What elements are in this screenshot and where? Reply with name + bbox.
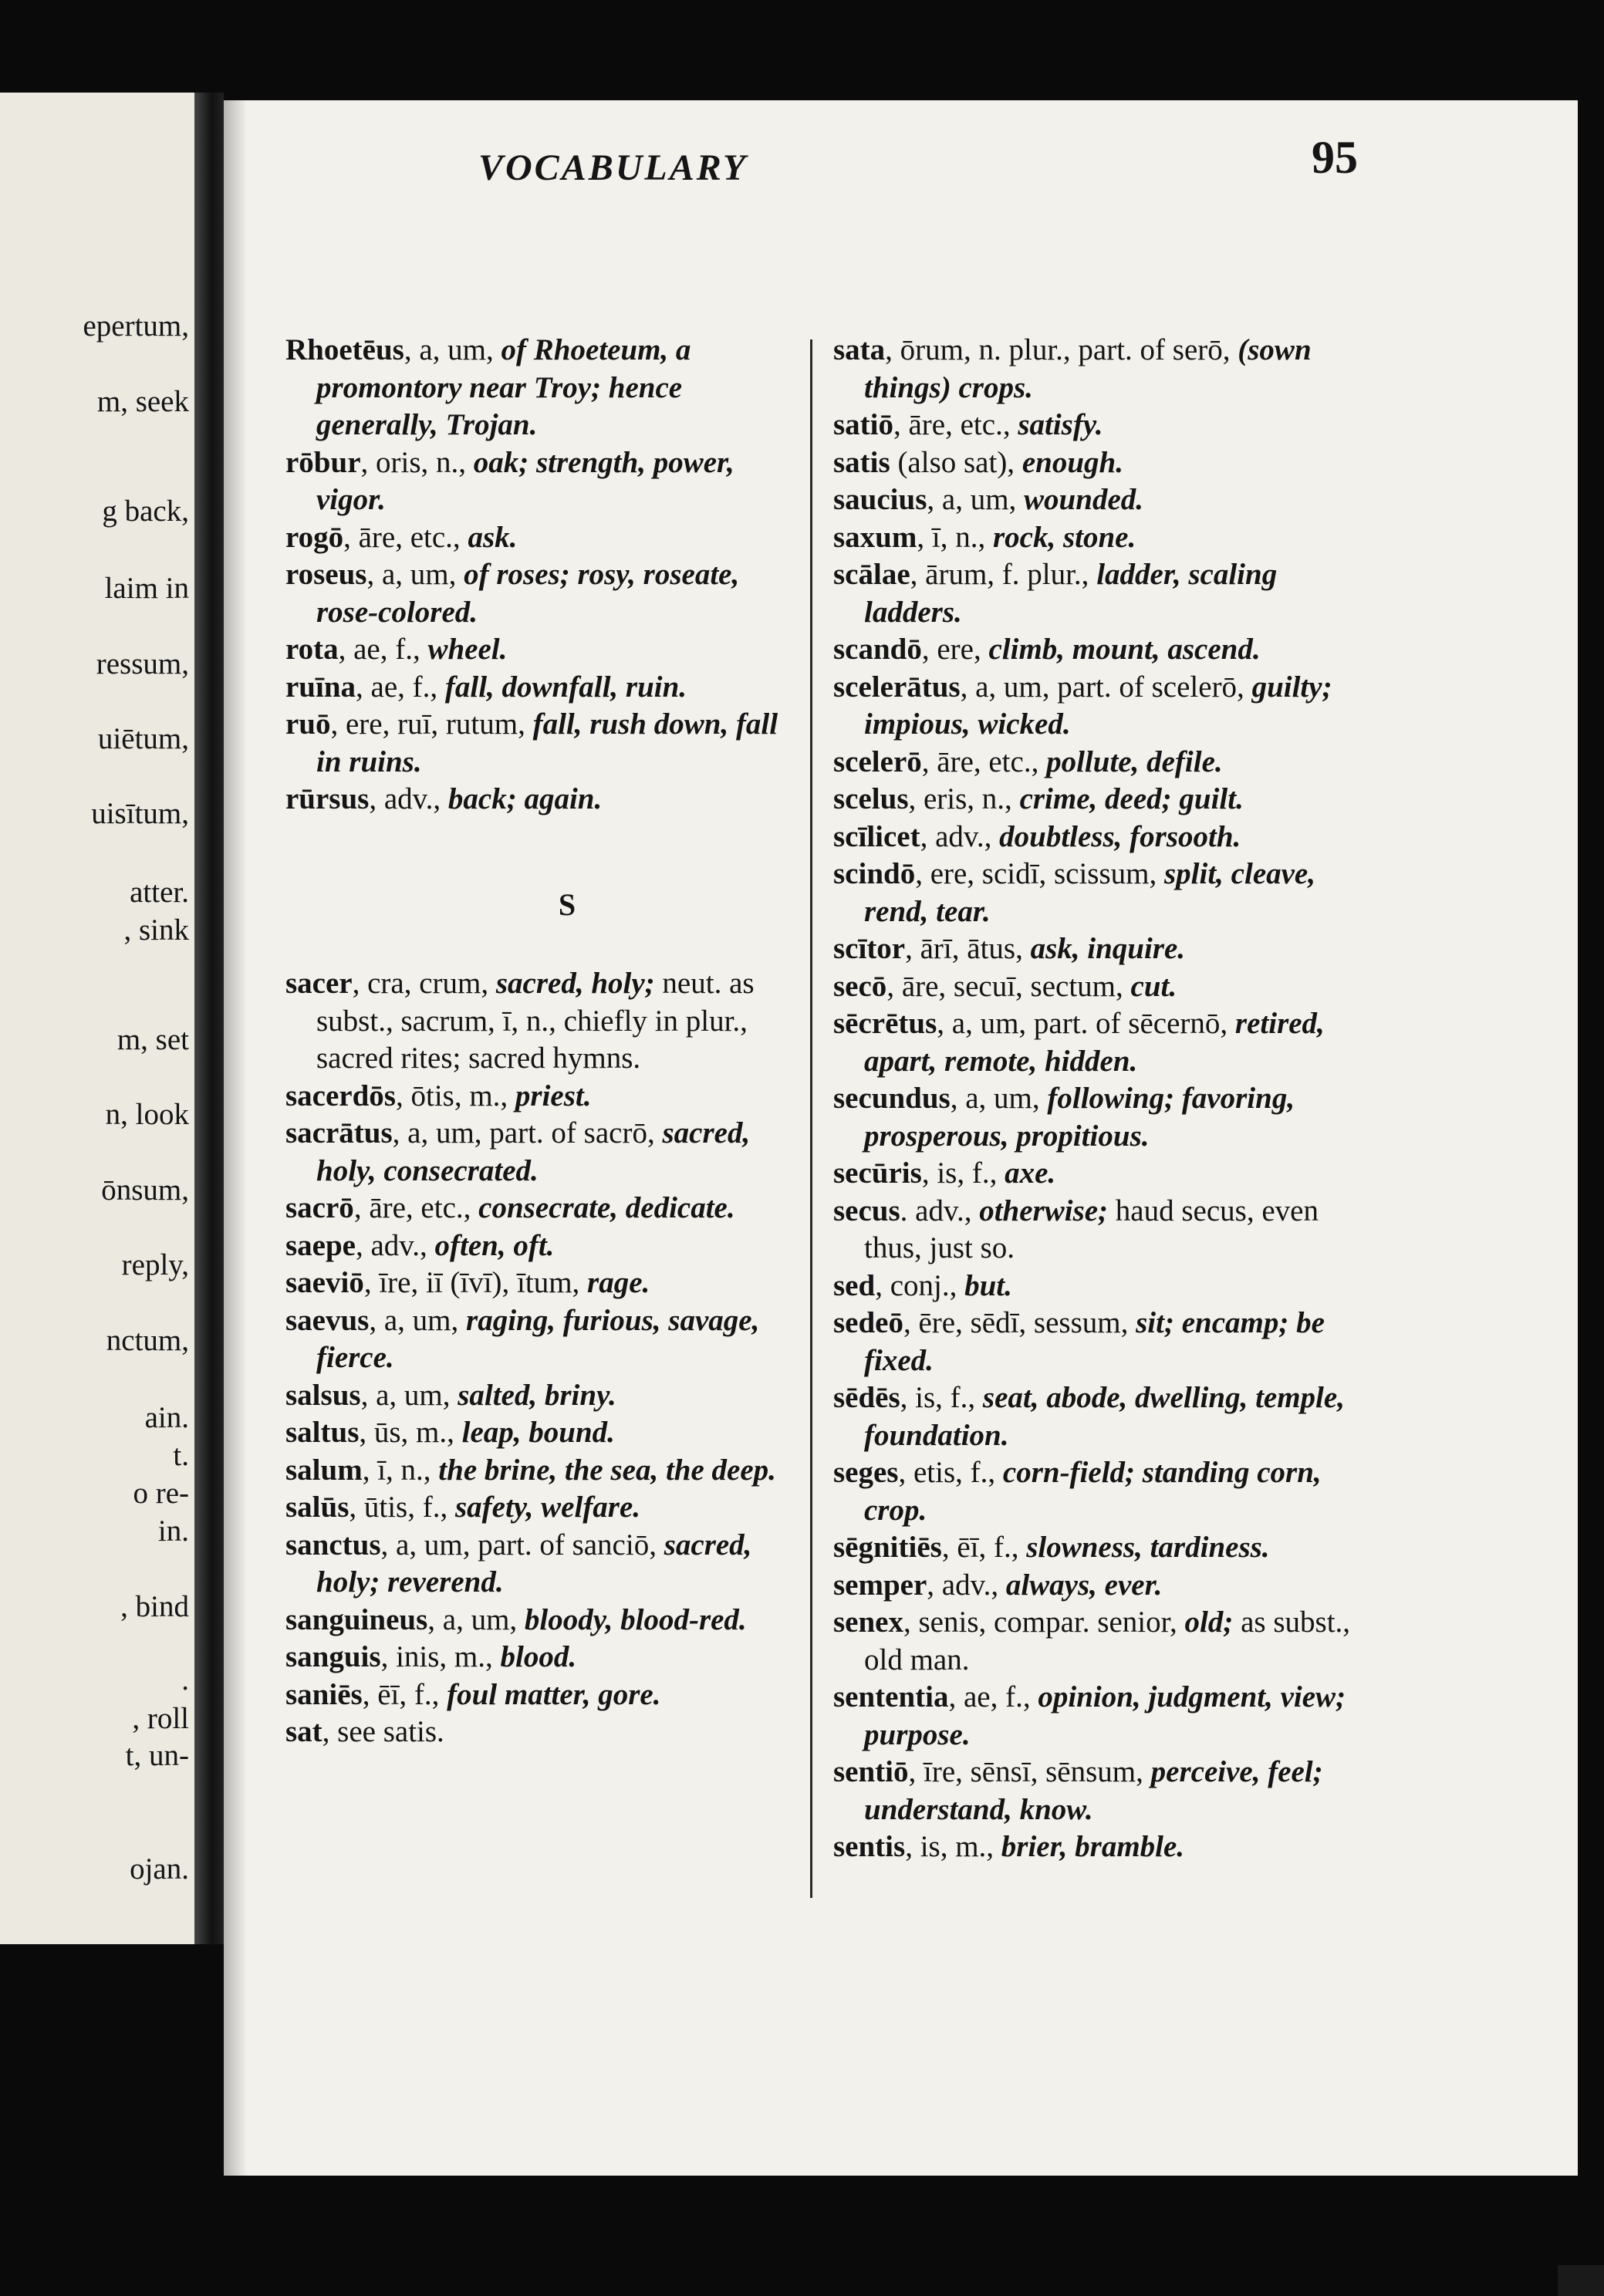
grammar: , āre, etc., [921,745,1047,778]
headword: sanguis [285,1640,381,1673]
dictionary-entry [285,444,795,519]
dictionary-entry [833,1193,1358,1268]
headword: salum [285,1453,363,1487]
headword: sacrō [285,1191,354,1224]
grammar: , a, um, [369,1303,467,1337]
headword: saucius [833,483,927,516]
headword: sēgnitiēs [833,1531,942,1564]
dictionary-entry [833,930,1358,968]
headword: rogō [285,520,344,554]
dictionary-entry [833,669,1358,744]
entry-extra: as subst., old man. [864,1606,1351,1676]
dictionary-entry [833,1080,1358,1155]
dictionary-entry [833,968,1358,1006]
grammar: , cra, crum, [352,967,496,1000]
headword: sēdēs [833,1381,900,1414]
grammar: , īre, iī (īvī), ītum, [363,1266,588,1299]
grammar: , senis, compar. senior, [903,1606,1185,1639]
headword: secundus [833,1082,951,1115]
headword: secus [833,1194,900,1227]
dictionary-entry [285,1714,795,1751]
headword: scindō [833,857,916,890]
definition: wounded. [1024,483,1143,516]
dictionary-entry [833,1155,1358,1193]
headword: saepe [285,1228,356,1262]
headword: salsus [285,1378,361,1412]
headword: senex [833,1606,903,1639]
facing-page-line: , roll [132,1702,189,1735]
grammar: , a, um, part. of sēcernō, [937,1007,1235,1040]
section-letter: S [558,886,576,922]
dictionary-entry [833,1754,1358,1828]
dictionary-entry [285,1527,795,1602]
entry-extra: haud secus, even thus, just so. [864,1194,1319,1264]
definition: retired, apart, remote, hidden. [864,1007,1325,1078]
dictionary-entry [833,819,1358,856]
grammar: , a, um, part. of sanciō, [380,1528,664,1562]
headword: secūris [833,1156,922,1190]
dictionary-entry [285,1190,795,1227]
facing-page-line: ōnsum, [101,1173,189,1207]
definition: leap, bound. [461,1416,615,1449]
left-column [285,332,795,1751]
headword: sacrātus [285,1116,393,1150]
grammar: , ae, f., [948,1680,1038,1714]
headword: sentis [833,1830,906,1863]
grammar: (also sat), [890,445,1022,479]
headword: sanctus [285,1528,381,1562]
grammar: , ūs, m., [359,1416,462,1449]
headword: satis [833,445,890,479]
facing-page-line: t, un- [125,1739,189,1772]
grammar: , ī, n., [362,1453,439,1487]
dictionary-entry [285,1414,795,1452]
dictionary-entry [833,444,1358,482]
grammar: , ī, n., [917,520,993,554]
facing-page-line: m, seek [96,385,189,418]
facing-page-line: uisītum, [91,797,189,830]
grammar: , adv., [927,1568,1006,1602]
grammar: , ārum, f. plur., [910,558,1097,591]
definition: ask. [468,520,518,554]
facing-page-line: nctum, [106,1324,189,1357]
headword: sacerdōs [285,1079,396,1113]
grammar: , see satis. [322,1715,444,1748]
definition: axe. [1005,1156,1056,1190]
definition: seat, abode, dwelling, temple, foundation. [864,1381,1345,1452]
entry-extra: neut. as subst., sacrum, ī, n., chiefly in plur., sacred rites; sacred hymns. [316,967,755,1075]
grammar: , a, um, [427,1602,525,1636]
dictionary-entry [285,1676,795,1714]
facing-page-line: ojan. [130,1852,189,1886]
dictionary-entry [285,1377,795,1415]
facing-page-line: n, look [105,1098,189,1131]
facing-page-line: , sink [123,913,189,947]
definition: otherwise; [979,1194,1109,1227]
grammar: , a, um, part. of sacrō, [392,1116,663,1150]
definition: oak; strength, power, vigor. [316,445,734,516]
headword: sed [833,1268,876,1302]
definition: enough. [1021,445,1123,479]
headword: sanguineus [285,1602,428,1636]
definition: raging, furious, savage, fierce. [316,1303,760,1374]
headword: sacer [285,967,353,1000]
headword: saxum [833,520,917,554]
facing-page-line: ain. [144,1401,189,1434]
grammar: , ōtis, m., [395,1079,515,1113]
definition: wheel. [427,633,508,666]
definition: consecrate, dedicate. [478,1191,735,1224]
grammar: , is, m., [905,1830,1001,1863]
dictionary-entry [285,332,795,444]
grammar: , inis, m., [380,1640,501,1673]
definition: cut. [1130,969,1177,1003]
facing-page-line: t. [173,1439,189,1472]
dictionary-entry [833,1679,1358,1754]
dictionary-entry [833,332,1358,407]
definition: bloody, blood-red. [524,1602,747,1636]
grammar: , ae, f., [338,633,428,666]
dictionary-entry [285,706,795,781]
headword: sentiō [833,1755,909,1788]
scan-corner [1558,2265,1604,2296]
dictionary-entry [285,556,795,631]
grammar: , eris, n., [908,782,1020,815]
definition: sacred, holy, consecrated. [316,1116,751,1187]
definition: rage. [587,1266,650,1299]
facing-page-line: laim in [104,572,189,605]
grammar: , a, um, [927,483,1025,516]
grammar: . adv., [900,1194,980,1227]
grammar: , ere, [921,633,989,666]
definition: fall, rush down, fall in ruins. [316,707,778,778]
definition: (sown things) crops. [864,333,1312,404]
dictionary-entry [833,1567,1358,1605]
page-edge-shadow [224,100,247,2176]
dictionary-entry [285,669,795,707]
headword: secō [833,969,887,1003]
headword: rūrsus [285,782,370,815]
dictionary-entry [285,1264,795,1302]
definition: following; favoring, prosperous, propitious. [864,1082,1295,1153]
column-divider [810,339,812,1898]
headword: sententia [833,1680,949,1714]
facing-page-line: o re- [133,1477,189,1510]
definition: crime, deed; guilt. [1019,782,1244,815]
definition: sit; encamp; be fixed. [864,1306,1325,1377]
definition: often, oft. [434,1228,555,1262]
grammar: , adv., [369,782,448,815]
grammar: , āre, etc., [343,520,468,554]
facing-page-line: epertum, [83,309,189,343]
dictionary-entry [285,1302,795,1377]
definition: corn-field; standing corn, crop. [864,1456,1322,1527]
grammar: , a, um, [366,558,464,591]
dictionary-entry [833,1828,1358,1866]
grammar: , conj., [875,1268,965,1302]
dictionary-entry [285,1227,795,1265]
grammar: , is, f., [921,1156,1005,1190]
definition: split, cleave, rend, tear. [864,857,1315,928]
grammar: , a, um, [950,1082,1048,1115]
dictionary-entry [833,631,1358,669]
dictionary-entry [833,856,1358,930]
dictionary-entry [833,1379,1358,1454]
dictionary-entry [285,1078,795,1116]
headword: roseus [285,558,367,591]
grammar: , ēī, f., [362,1677,447,1711]
entries-s-continued [833,332,1358,1866]
grammar: , is, f., [900,1381,983,1414]
definition: of roses; rosy, roseate, rose-colored. [316,558,740,629]
dictionary-entry [833,556,1358,631]
headword: ruīna [285,670,356,704]
facing-page-line: . [181,1663,189,1697]
grammar: , ae, f., [356,670,445,704]
grammar: , īre, sēnsī, sēnsum, [908,1755,1151,1788]
facing-page-line: reply, [121,1248,189,1281]
facing-page-line: g back, [102,495,189,528]
definition: salted, briny. [458,1378,616,1412]
entries-r [285,332,795,819]
grammar: , āre, etc., [353,1191,479,1224]
grammar: , ēre, sēdī, sessum, [903,1306,1136,1339]
definition: ask, inquire. [1030,932,1186,965]
grammar: , ere, ruī, rutum, [330,707,533,741]
definition: but. [964,1268,1012,1302]
entries-s [285,965,795,1751]
dictionary-entry [285,631,795,669]
headword: satiō [833,408,893,441]
dictionary-entry [833,481,1358,519]
dictionary-entry [833,1305,1358,1379]
headword: scelus [833,782,909,815]
dictionary-entry [833,1268,1358,1305]
grammar: , etis, f., [898,1456,1003,1489]
headword: seges [833,1456,899,1489]
definition: doubtless, forsooth. [999,819,1241,853]
grammar: , adv., [356,1228,435,1262]
headword: Rhoetēus [285,333,404,366]
dictionary-entry [285,1489,795,1527]
definition: always, ever. [1005,1568,1163,1602]
facing-page-line: uiētum, [97,722,189,755]
facing-page-line: , bind [120,1590,189,1623]
dictionary-entry [833,744,1358,782]
grammar: , a, um, [360,1378,458,1412]
headword: saltus [285,1416,360,1449]
grammar: , a, um, [404,333,501,366]
grammar: , ere, scidī, scissum, [915,857,1164,890]
dictionary-entry [285,781,795,819]
dictionary-entry [833,1529,1358,1567]
facing-page-line: in. [157,1514,189,1548]
grammar: , ūtis, f., [349,1491,455,1524]
definition: of Rhoeteum, a promontory near Troy; hence generally, Trojan. [316,333,691,441]
definition: the brine, the sea, the deep. [438,1453,776,1487]
dictionary-entry [285,1602,795,1639]
dictionary-entry [833,407,1358,444]
dictionary-entry [285,1639,795,1676]
headword: saeviō [285,1266,364,1299]
headword: sedeō [833,1306,903,1339]
definition: blood. [500,1640,577,1673]
headword: scelerātus [833,670,961,704]
dictionary-entry [285,1452,795,1490]
headword: scelerō [833,745,922,778]
headword: sata [833,333,886,366]
facing-page-line: atter. [130,876,189,909]
headword: salūs [285,1491,350,1524]
definition: sacred, holy; reverend. [316,1528,752,1599]
grammar: , a, um, part. of scelerō, [960,670,1252,704]
dictionary-entry [285,519,795,557]
definition: back; again. [447,782,603,815]
definition: foul matter, gore. [447,1677,661,1711]
headword: semper [833,1568,927,1602]
definition: pollute, defile. [1046,745,1223,778]
left-page [0,93,194,1944]
headword: scālae [833,558,910,591]
definition: sacred, holy; [495,967,655,1000]
headword: scītor [833,932,906,965]
running-head: VOCABULARY [478,147,748,188]
definition: rock, stone. [992,520,1136,554]
headword: sēcrētus [833,1007,937,1040]
grammar: , āre, secuī, sectum, [886,969,1131,1003]
facing-page-line: ressum, [96,647,189,680]
page-number: 95 [1312,132,1358,183]
definition: slowness, tardiness. [1026,1531,1270,1564]
definition: satisfy. [1018,408,1103,441]
dictionary-entry [285,1115,795,1190]
dictionary-entry [833,1454,1358,1529]
headword: scīlicet [833,819,920,853]
headword: rōbur [285,445,361,479]
definition: priest. [515,1079,592,1113]
headword: sat [285,1715,322,1748]
definition: opinion, judgment, view; purpose. [864,1680,1346,1751]
facing-page-line: m, set [117,1023,189,1056]
headword: saevus [285,1303,370,1337]
dictionary-entry [833,519,1358,557]
headword: rota [285,633,339,666]
definition: perceive, feel; understand, know. [864,1755,1323,1826]
grammar: , ārī, ātus, [905,932,1031,965]
grammar: , ēī, f., [941,1531,1027,1564]
definition: fall, downfall, ruin. [444,670,687,704]
grammar: , adv., [920,819,1000,853]
definition: guilty; impious, wicked. [864,670,1332,741]
dictionary-entry [833,781,1358,819]
definition: old; [1184,1606,1234,1639]
definition: ladder, scaling ladders. [864,558,1278,629]
grammar: , oris, n., [360,445,474,479]
dictionary-entry [285,965,795,1078]
headword: ruō [285,707,331,741]
headword: saniēs [285,1677,363,1711]
dictionary-entry [833,1005,1358,1080]
definition: climb, mount, ascend. [988,633,1261,666]
grammar: , ōrum, n. plur., part. of serō, [885,333,1238,366]
definition: brier, bramble. [1001,1830,1185,1863]
right-column [833,332,1358,1866]
headword: scandō [833,633,922,666]
book-spine [194,93,224,1944]
dictionary-entry [833,1604,1358,1679]
grammar: , āre, etc., [893,408,1018,441]
definition: safety, welfare. [454,1491,641,1524]
